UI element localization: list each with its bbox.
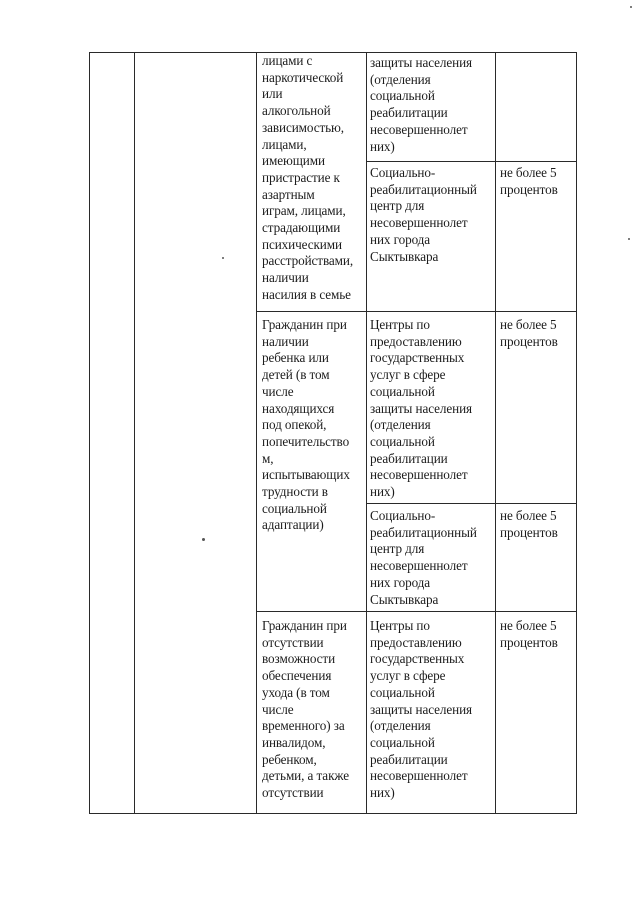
provider-cell: Социально- реабилитационный центр для несовершеннолет них города Сыктывкара [370, 508, 477, 607]
category-cell: Гражданин при отсутствии возможности обеспечения ухода (в том числе временного) за инвалидом, ребенком, детьми, а также отсутствии [262, 618, 349, 801]
row-border-c [366, 503, 576, 504]
limit-cell: не более 5 процентов [500, 618, 558, 650]
limit-cell: не более 5 процентов [500, 317, 558, 349]
col-border-3 [366, 52, 367, 814]
provider-cell: защиты населения (отделения социальной реабилитации несовершеннолет них) [370, 55, 472, 154]
scan-speck [630, 6, 632, 8]
table-bottom-border [89, 813, 576, 814]
col-border-2 [256, 52, 257, 814]
col-border-4 [495, 52, 496, 814]
row-border-a [366, 161, 576, 162]
row-border-d [256, 611, 576, 612]
col-border-1 [134, 52, 135, 814]
category-cell: лицами с наркотической или алкогольной зависимостью, лицами, имеющими пристрастие к азартным играм, лицами, страдающими психическими расстройствами, наличии насилия в семье [262, 53, 354, 302]
scan-speck [628, 238, 630, 240]
col-border-0 [89, 52, 90, 814]
col-border-5 [576, 52, 577, 814]
row-border-b [256, 311, 576, 312]
provider-cell: Центры по предоставлению государственных услуг в сфере социальной защиты населения (отделения социальной реабилитации несовершеннолет них) [370, 317, 472, 500]
scan-speck [202, 538, 205, 541]
category-cell: Гражданин при наличии ребенка или детей (в том числе находящихся под опекой, попечительство м, испытывающих трудности в социальной адаптации) [262, 317, 350, 533]
provider-cell: Центры по предоставлению государственных услуг в сфере социальной защиты населения (отделения социальной реабилитации несовершеннолет них) [370, 618, 472, 801]
limit-cell: не более 5 процентов [500, 165, 558, 197]
scan-speck [222, 257, 224, 259]
limit-cell: не более 5 процентов [500, 508, 558, 540]
provider-cell: Социально- реабилитационный центр для несовершеннолет них города Сыктывкара [370, 165, 477, 264]
